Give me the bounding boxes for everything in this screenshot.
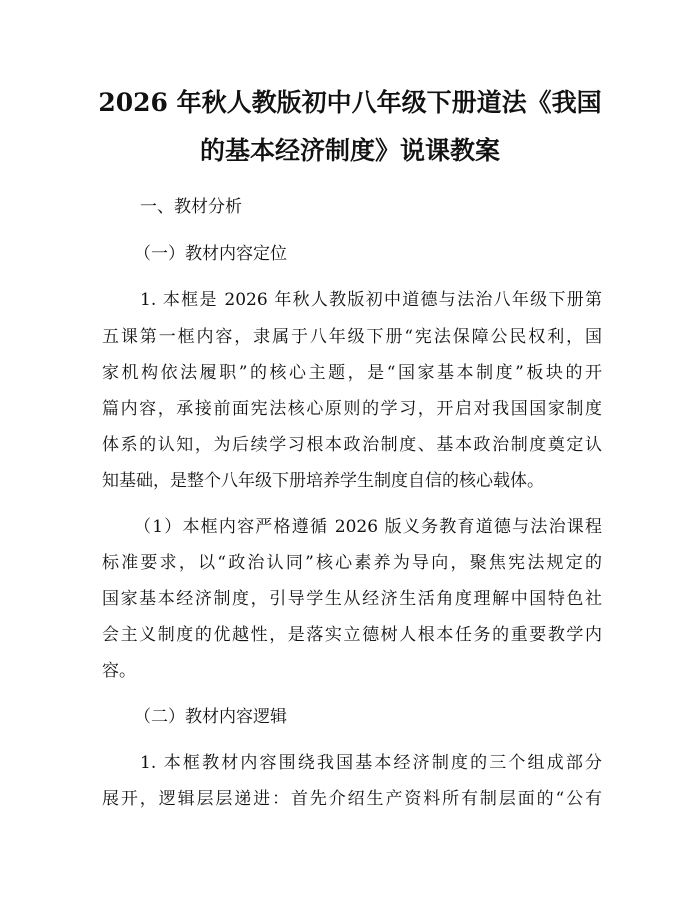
paragraph-1-line-5: 体系的认知，为后续学习根本政治制度、基本政治制度奠定认 — [102, 435, 602, 455]
section-heading-textbook-analysis: 一、教材分析 — [140, 197, 242, 217]
document-title-line-2: 的基本经济制度》说课教案 — [199, 136, 500, 165]
paragraph-2-line-2: 标准要求，以“政治认同”核心素养为导向，聚焦宪法规定的 — [102, 553, 602, 573]
paragraph-1-line-6: 知基础，是整个八年级下册培养学生制度自信的核心载体。 — [102, 471, 544, 491]
paragraph-1-line-4: 篇内容，承接前面宪法核心原则的学习，开启对我国国家制度 — [102, 399, 602, 419]
paragraph-2-line-3: 国家基本经济制度，引导学生从经济生活角度理解中国特色社 — [102, 589, 602, 609]
paragraph-2-line-1: （1）本框内容严格遵循 2026 版义务教育道德与法治课程 — [134, 517, 602, 537]
paragraph-3-line-1: 1. 本框教材内容围绕我国基本经济制度的三个组成部分 — [140, 753, 602, 773]
paragraph-2-line-5: 容。 — [102, 661, 136, 681]
paragraph-1-line-1: 1. 本框是 2026 年秋人教版初中道德与法治八年级下册第 — [140, 290, 602, 310]
subsection-heading-content-positioning: （一）教材内容定位 — [134, 244, 287, 264]
paragraph-1-line-3: 家机构依法履职”的核心主题，是“国家基本制度”板块的开 — [102, 363, 602, 383]
paragraph-1-line-2: 五课第一框内容，隶属于八年级下册“宪法保障公民权利，国 — [102, 327, 602, 347]
document-title-line-1: 2026 年秋人教版初中八年级下册道法《我国 — [98, 88, 602, 117]
paragraph-3-line-2: 展开，逻辑层层递进：首先介绍生产资料所有制层面的“公有 — [102, 789, 602, 809]
subsection-heading-content-logic: （二）教材内容逻辑 — [134, 707, 287, 727]
paragraph-2-line-4: 会主义制度的优越性，是落实立德树人根本任务的重要教学内 — [102, 625, 602, 645]
